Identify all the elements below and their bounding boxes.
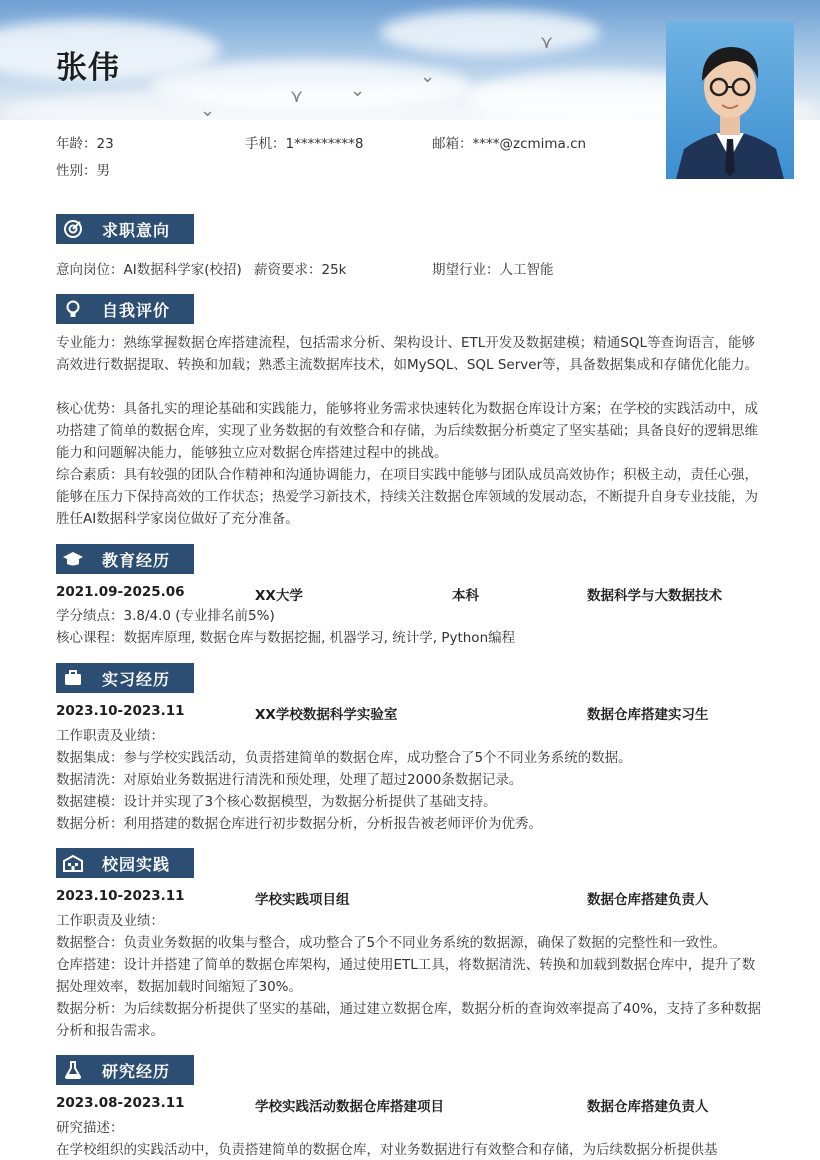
research-role: 数据仓库搭建负责人 bbox=[587, 1099, 709, 1115]
section-header-education bbox=[56, 544, 194, 574]
education-degree: 本科 bbox=[452, 588, 479, 604]
intent-industry: 期望行业：人工智能 bbox=[432, 262, 554, 278]
section-title: 实习经历 bbox=[102, 669, 171, 689]
profile-photo bbox=[666, 21, 794, 179]
campus-line: 数据分析：为后续数据分析提供了坚实的基础，通过建立数据仓库，数据分析的查询效率提高了40%，支持了多种数据分析和报告需求。 bbox=[56, 1001, 762, 1039]
campus-line: 数据整合：负责业务数据的收集与整合，成功整合了5个不同业务系统的数据源，确保了数据的完整性和一致性。 bbox=[56, 935, 727, 951]
bird-icon: ⌄ bbox=[200, 100, 216, 120]
section-title: 研究经历 bbox=[102, 1061, 171, 1081]
section-title: 教育经历 bbox=[102, 550, 171, 570]
research-line: 在学校组织的实践活动中，负责搭建简单的数据仓库，对业务数据进行有效整合和存储，为后续数据分析提供基 bbox=[56, 1142, 718, 1158]
internship-line: 工作职责及业绩： bbox=[56, 728, 164, 744]
section-title: 求职意向 bbox=[102, 220, 171, 240]
section-header-research bbox=[56, 1055, 194, 1085]
section-title: 校园实践 bbox=[102, 854, 171, 874]
bird-icon: ⌄ bbox=[350, 80, 366, 101]
internship-line: 数据清洗：对原始业务数据进行清洗和预处理，处理了超过2000条数据记录。 bbox=[56, 772, 523, 788]
intent-position: 意向岗位：AI数据科学家(校招) bbox=[56, 262, 242, 278]
internship-line: 数据分析：利用搭建的数据仓库进行初步数据分析，分析报告被老师评价为优秀。 bbox=[56, 816, 542, 832]
internship-role: 数据仓库搭建实习生 bbox=[587, 707, 709, 723]
candidate-name: 张伟 bbox=[56, 50, 120, 86]
self-eval-paragraph: 综合素质：具有较强的团队合作精神和沟通协调能力，在项目实践中能够与团队成员高效协作；积极主动，责任心强，能够在压力下保持高效的工作状态；热爱学习新技术，持续关注数据仓库领域的发展动态，不断提升自身专业技能，为胜任AI数据科学家岗位做好了充分准备。 bbox=[56, 467, 758, 527]
internship-org: XX学校数据科学实验室 bbox=[255, 707, 398, 723]
target-icon bbox=[58, 214, 88, 244]
campus-period: 2023.10-2023.11 bbox=[56, 888, 185, 904]
building-icon bbox=[58, 848, 88, 878]
internship-line: 数据集成：参与学校实践活动，负责搭建简单的数据仓库，成功整合了5个不同业务系统的数据。 bbox=[56, 750, 632, 766]
intent-salary: 薪资要求：25k bbox=[254, 262, 347, 278]
research-line: 研究描述： bbox=[56, 1120, 124, 1136]
info-email: 邮箱：****@zcmima.cn bbox=[432, 136, 587, 152]
section-title: 自我评价 bbox=[102, 300, 171, 320]
education-gpa: 学分绩点：3.8/4.0 (专业排名前5%) bbox=[56, 608, 275, 624]
education-period: 2021.09-2025.06 bbox=[56, 584, 185, 600]
campus-line: 工作职责及业绩： bbox=[56, 913, 164, 929]
section-header-internship bbox=[56, 663, 194, 693]
graduation-cap-icon bbox=[58, 544, 88, 574]
campus-org: 学校实践项目组 bbox=[255, 892, 350, 908]
bird-icon: ⋎ bbox=[290, 86, 304, 107]
lightbulb-icon bbox=[58, 294, 88, 324]
internship-line: 数据建模：设计并实现了3个核心数据模型，为数据分析提供了基础支持。 bbox=[56, 794, 497, 810]
education-school: XX大学 bbox=[255, 588, 303, 604]
education-major: 数据科学与大数据技术 bbox=[587, 588, 722, 604]
info-age: 年龄：23 bbox=[56, 136, 114, 152]
section-header-intent bbox=[56, 214, 194, 244]
briefcase-icon bbox=[58, 663, 88, 693]
flask-icon bbox=[58, 1055, 88, 1085]
section-header-self-eval bbox=[56, 294, 194, 324]
bird-icon: ⌄ bbox=[420, 66, 436, 87]
self-eval-paragraph: 专业能力：熟练掌握数据仓库搭建流程，包括需求分析、架构设计、ETL开发及数据建模；精通SQL等查询语言，能够高效进行数据提取、转换和加载；熟悉主流数据库技术，如MySQL、SQL Server等，具备数据集成和存储优化能力。 bbox=[56, 335, 759, 373]
internship-period: 2023.10-2023.11 bbox=[56, 703, 185, 719]
info-phone: 手机：1*********8 bbox=[245, 136, 364, 152]
education-courses: 核心课程：数据库原理, 数据仓库与数据挖掘, 机器学习, 统计学, Python编程 bbox=[56, 630, 516, 646]
section-header-campus bbox=[56, 848, 194, 878]
research-period: 2023.08-2023.11 bbox=[56, 1095, 185, 1111]
campus-line: 仓库搭建：设计并搭建了简单的数据仓库架构，通过使用ETL工具，将数据清洗、转换和加载到数据仓库中，提升了数据处理效率，数据加载时间缩短了30%。 bbox=[56, 957, 756, 995]
bird-icon: ⋎ bbox=[540, 32, 554, 53]
self-eval-paragraph: 核心优势：具备扎实的理论基础和实践能力，能够将业务需求快速转化为数据仓库设计方案；在学校的实践活动中，成功搭建了简单的数据仓库，实现了业务数据的有效整合和存储，为后续数据分析奠定了坚实基础；具备良好的逻辑思维能力和问题解决能力，能够独立应对数据仓库搭建过程中的挑战。 bbox=[56, 401, 758, 461]
info-gender: 性别：男 bbox=[56, 163, 110, 179]
campus-role: 数据仓库搭建负责人 bbox=[587, 892, 709, 908]
research-org: 学校实践活动数据仓库搭建项目 bbox=[255, 1099, 444, 1115]
